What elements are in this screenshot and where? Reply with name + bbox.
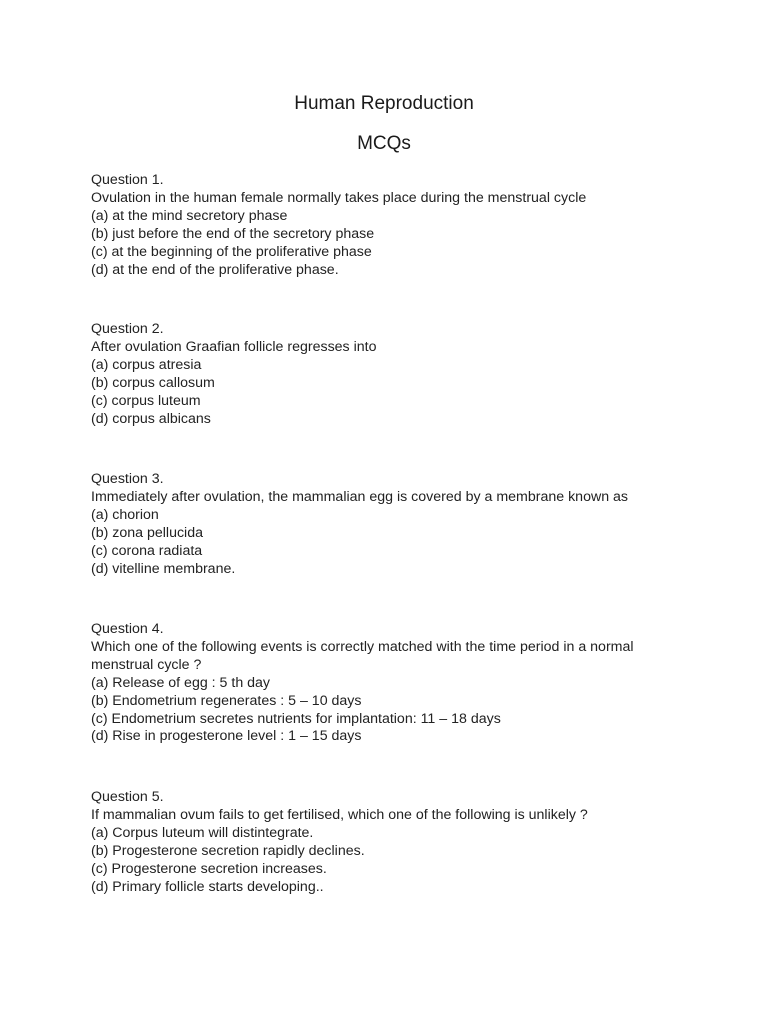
answer-option: (c) Endometrium secretes nutrients for implantation: 11 – 18 days [91, 710, 501, 727]
question-label: Question 3. [91, 471, 164, 487]
question-text: After ovulation Graafian follicle regresses into [91, 338, 377, 355]
answer-option: (b) Endometrium regenerates : 5 – 10 days [91, 692, 362, 709]
answer-option: (d) vitelline membrane. [91, 560, 236, 577]
answer-option: (d) Primary follicle starts developing.. [91, 878, 324, 895]
answer-option: (b) corpus callosum [91, 374, 215, 391]
question-text: Which one of the following events is correctly matched with the time period in a normal menstrual cycle ? [91, 638, 634, 673]
answer-option: (d) at the end of the proliferative phase. [91, 261, 339, 278]
question-text: If mammalian ovum fails to get fertilised, which one of the following is unlikely ? [91, 806, 588, 823]
answer-option: (c) corona radiata [91, 542, 203, 559]
document-title: Human Reproduction [294, 93, 474, 114]
answer-option: (a) corpus atresia [91, 356, 202, 373]
answer-option: (d) Rise in progesterone level : 1 – 15 days [91, 728, 362, 745]
answer-option: (a) chorion [91, 506, 159, 523]
question-label: Question 1. [91, 172, 164, 188]
question-label: Question 5. [91, 789, 164, 805]
question-block [91, 621, 691, 746]
answer-option: (a) at the mind secretory phase [91, 207, 288, 224]
question-block [91, 172, 691, 279]
question-label: Question 2. [91, 321, 164, 337]
answer-option: (d) corpus albicans [91, 410, 211, 427]
answer-option: (a) Release of egg : 5 th day [91, 674, 271, 691]
document-subtitle: MCQs [357, 133, 411, 154]
question-label: Question 4. [91, 621, 164, 637]
question-block [91, 471, 691, 578]
question-block [91, 321, 691, 428]
answer-option: (c) at the beginning of the proliferative phase [91, 243, 372, 260]
answer-option: (c) Progesterone secretion increases. [91, 860, 327, 877]
answer-option: (b) just before the end of the secretory phase [91, 225, 375, 242]
answer-option: (b) Progesterone secretion rapidly declines. [91, 842, 365, 859]
answer-option: (c) corpus luteum [91, 392, 201, 409]
question-block [91, 789, 691, 896]
question-text: Immediately after ovulation, the mammalian egg is covered by a membrane known as [91, 488, 629, 505]
answer-option: (a) Corpus luteum will distintegrate. [91, 824, 314, 841]
question-text: Ovulation in the human female normally takes place during the menstrual cycle [91, 189, 587, 206]
answer-option: (b) zona pellucida [91, 524, 203, 541]
